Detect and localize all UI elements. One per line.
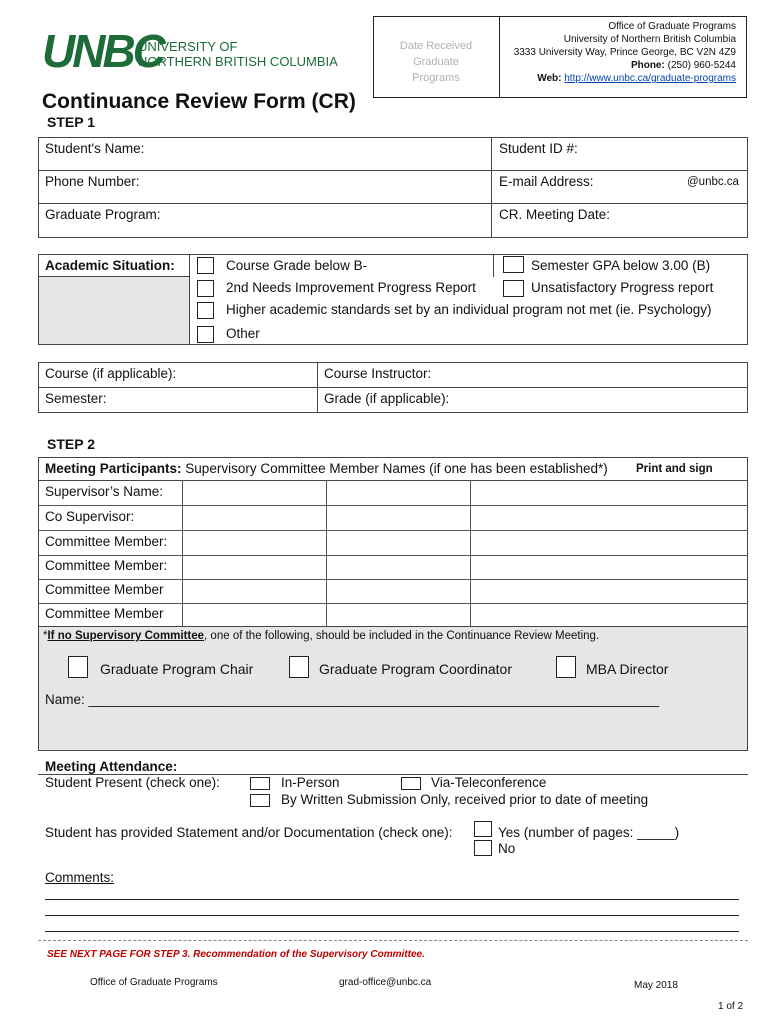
footer-email: grad-office@unbc.ca [339, 977, 432, 988]
student-id-label: Student ID #: [499, 141, 578, 156]
higher-standards-label: Higher academic standards set by an individual program not met (ie. Psychology) [226, 302, 712, 317]
logo-line-2: NORTHERN BRITISH COLUMBIA [138, 54, 338, 69]
page-number: 1 of 2 [718, 1001, 744, 1012]
attendance-heading: Meeting Attendance: [45, 759, 178, 774]
committee-member-row-4: Committee Member [45, 606, 164, 621]
unbc-logo-text [138, 39, 338, 69]
comments-label: Comments: [45, 870, 115, 885]
unsatisfactory-label: Unsatisfactory Progress report [531, 280, 714, 295]
step1-heading: STEP 1 [47, 114, 95, 130]
other-label: Other [226, 326, 260, 341]
needs-improvement-label: 2nd Needs Improvement Progress Report [226, 280, 476, 295]
unsatisfactory-checkbox[interactable] [503, 280, 524, 297]
grade-below-checkbox[interactable] [197, 257, 214, 274]
co-supervisor-row: Co Supervisor: [45, 509, 135, 524]
no-committee-note: *If no Supervisory Committee, one of the following, should be included in the Continuance Review Meeting. [43, 630, 600, 642]
next-page-note: SEE NEXT PAGE FOR STEP 3. Recommendation of the Supervisory Committee. [47, 949, 425, 960]
yes-checkbox[interactable] [474, 821, 492, 837]
mba-director-label: MBA Director [586, 661, 669, 677]
meeting-date-label: CR. Meeting Date: [499, 207, 611, 222]
no-committee-section [39, 627, 747, 750]
print-sign-label: Print and sign [636, 463, 713, 475]
student-name-label: Student's Name: [45, 141, 145, 156]
written-submission-label: By Written Submission Only, received prior to date of meeting [281, 792, 649, 807]
committee-member-row-3: Committee Member [45, 582, 164, 597]
comment-line-3[interactable] [45, 931, 739, 932]
program-coordinator-checkbox[interactable] [289, 656, 309, 678]
email-suffix: @unbc.ca [687, 176, 739, 188]
gpa-below-checkbox[interactable] [503, 256, 524, 273]
gpa-below-label: Semester GPA below 3.00 (B) [531, 258, 711, 273]
comment-line-2[interactable] [45, 915, 739, 916]
needs-improvement-checkbox[interactable] [197, 280, 214, 297]
office-contact: Office of Graduate Programs University of Northern British Columbia 3333 University Way, Prince George, BC V2N 4Z9 Phone: (250) 960-5244 Web: http://www.unbc.ca/graduate-programs [513, 21, 736, 84]
phone-label: Phone Number: [45, 174, 140, 189]
committee-member-row-2: Committee Member: [45, 558, 168, 573]
web-link[interactable]: http://www.unbc.ca/graduate-programs [564, 73, 736, 84]
unbc-logo-mark: UNBC [42, 25, 163, 77]
mba-director-checkbox[interactable] [556, 656, 576, 678]
course-label: Course (if applicable): [45, 366, 177, 381]
footer-date: May 2018 [634, 980, 678, 991]
logo-line-1: UNIVERSITY OF [138, 39, 238, 54]
grade-label: Grade (if applicable): [324, 391, 450, 406]
header-divider [499, 16, 500, 98]
other-checkbox[interactable] [197, 326, 214, 343]
no-checkbox[interactable] [474, 840, 492, 856]
teleconference-checkbox[interactable] [401, 777, 421, 790]
semester-label: Semester: [45, 391, 107, 406]
no-label: No [498, 841, 516, 856]
program-chair-checkbox[interactable] [68, 656, 88, 678]
instructor-label: Course Instructor: [324, 366, 432, 381]
academic-situation-label: Academic Situation: [45, 258, 175, 273]
name-field-line[interactable]: Name: ____________________________________________________________________________ [45, 692, 660, 707]
program-coordinator-label: Graduate Program Coordinator [319, 661, 512, 677]
student-present-label: Student Present (check one): [45, 775, 220, 790]
date-received-stamp: Date Received Graduate Programs [399, 40, 473, 84]
in-person-checkbox[interactable] [250, 777, 270, 790]
supervisor-row: Supervisor’s Name: [45, 484, 164, 499]
footer-office: Office of Graduate Programs [90, 977, 218, 988]
committee-member-row-1: Committee Member: [45, 534, 168, 549]
in-person-label: In-Person [281, 775, 340, 790]
grade-below-label: Course Grade below B- [226, 258, 368, 273]
program-chair-label: Graduate Program Chair [100, 661, 254, 677]
program-label: Graduate Program: [45, 207, 161, 222]
participants-line: Meeting Participants: Supervisory Committee Member Names (if one has been established*) [45, 461, 608, 476]
email-label: E-mail Address: [499, 174, 594, 189]
comment-line-1[interactable] [45, 899, 739, 900]
yes-label: Yes (number of pages: _____) [498, 825, 680, 840]
teleconference-label: Via-Teleconference [431, 775, 547, 790]
statement-label: Student has provided Statement and/or Documentation (check one): [45, 825, 453, 840]
written-submission-checkbox[interactable] [250, 794, 270, 807]
step2-heading: STEP 2 [47, 436, 95, 452]
higher-standards-checkbox[interactable] [197, 302, 214, 319]
form-title: Continuance Review Form (CR) [42, 90, 356, 113]
student-info-box [38, 137, 748, 238]
